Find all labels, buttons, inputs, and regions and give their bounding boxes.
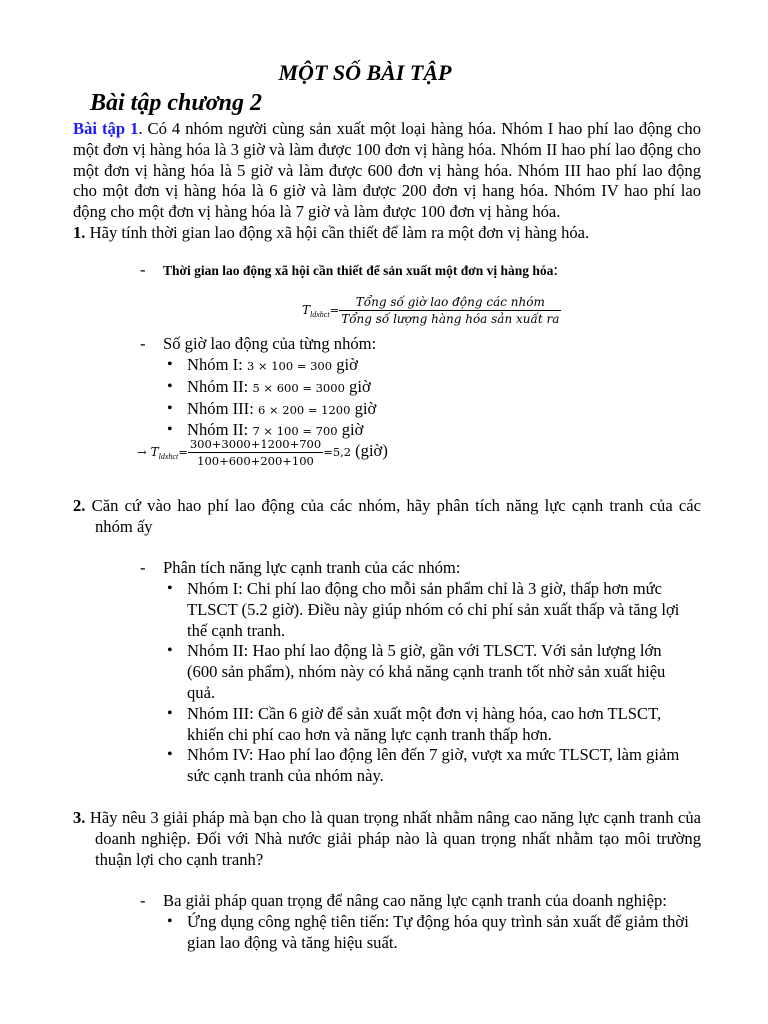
dash-marker: -	[140, 558, 146, 577]
formula-denominator: Tổng số lượng hàng hóa sản xuất ra	[341, 312, 560, 326]
formula-lhs: T	[302, 303, 311, 318]
q2-dash-text: Phân tích năng lực cạnh tranh của các nhóm:	[163, 558, 461, 577]
question-2	[73, 496, 701, 538]
group-unit: giờ	[349, 376, 371, 396]
list-item	[164, 399, 694, 421]
group-calc: 6 × 200 = 1200	[257, 402, 351, 417]
group-label: Nhóm I:	[187, 355, 243, 374]
exercise-1-label: Bài tập 1	[73, 119, 139, 138]
chapter-heading: Bài tập chương 2	[90, 90, 262, 116]
list-item: • Ứng dụng công nghệ tiên tiến: Tự động hóa quy trình sản xuất để giảm thời gian lao động và tăng hiệu suất.	[164, 912, 694, 954]
formula-numerator: Tổng số giờ lao động các nhóm	[339, 295, 561, 311]
group-calc: 3 × 100 = 300	[246, 359, 333, 373]
question-2-number: 2.	[73, 496, 86, 515]
group-calc: 7 × 100 = 700	[252, 424, 338, 439]
arrow-icon: →	[137, 445, 147, 460]
result-lhs-sub: ldxhct	[158, 452, 179, 462]
group-hours-list	[164, 355, 694, 442]
question-1-text: Hãy tính thời gian lao động xã hội cần thiết để làm ra một đơn vị hàng hóa.	[85, 223, 590, 242]
list-item: • Nhóm IV: Hao phí lao động lên đến 7 giờ, vượt xa mức TLSCT, làm giảm sức cạnh tranh của nhóm này.	[164, 745, 694, 787]
question-1-number: 1.	[73, 223, 86, 242]
result-value: =5,2	[323, 445, 352, 460]
result-lhs: T	[150, 445, 159, 460]
question-2-text: Căn cứ vào hao phí lao động của các nhóm, hãy phân tích năng lực cạnh tranh của các nhóm ấy	[85, 496, 701, 536]
ldxhct-formula	[302, 295, 561, 326]
question-3	[73, 808, 701, 870]
result-unit: (giờ)	[355, 441, 388, 461]
result-denominator: 100+600+200+100	[197, 454, 314, 468]
list-item	[164, 355, 694, 377]
q1-dash-bold-text: Thời gian lao động xã hội cần thiết để sản xuất một đơn vị hàng hóa	[163, 263, 554, 278]
document-title: MỘT SỐ BÀI TẬP	[278, 60, 452, 85]
result-numerator: 300+3000+1200+700	[189, 437, 322, 451]
question-1	[73, 223, 701, 244]
formula-fraction	[339, 295, 561, 326]
q1-dash-heading	[140, 260, 558, 282]
list-item: • Nhóm II: Hao phí lao động là 5 giờ, gần với TLSCT. Với sản lượng lớn (600 sản phẩm), nhóm này có khả năng cạnh tranh tốt nhờ sản xuất hiệu quả.	[164, 641, 694, 703]
result-eq: =	[178, 445, 188, 460]
group-unit: giờ	[341, 420, 364, 440]
group-unit: giờ	[336, 355, 358, 374]
q3-dash-heading	[140, 891, 667, 912]
group-label: Nhóm II:	[187, 420, 249, 440]
group-label: Nhóm III:	[187, 398, 254, 418]
result-fraction	[188, 437, 323, 468]
q2-dash-heading	[140, 558, 460, 579]
solutions-list	[164, 912, 694, 954]
dash-marker: -	[140, 260, 146, 279]
q3-dash-text: Ba giải pháp quan trọng để nâng cao năng lực cạnh tranh của doanh nghiệp:	[163, 891, 667, 910]
result-formula	[137, 437, 388, 468]
dash-marker: -	[140, 891, 146, 910]
question-3-text: Hãy nêu 3 giải pháp mà bạn cho là quan trọng nhất nhằm nâng cao năng lực cạnh tranh của doanh nghiệp. Đối với Nhà nước giải pháp nào là quan trọng nhất nhằm tạo môi trường thuận lợi cho cạnh tranh?	[85, 808, 701, 869]
q1-hours-heading	[140, 334, 376, 355]
competition-analysis-list	[164, 579, 694, 787]
exercise-1-text: . Có 4 nhóm người cùng sản xuất một loại hàng hóa. Nhóm I hao phí lao động cho một đơn vị hàng hóa là 3 giờ và làm được 100 đơn vị hàng hóa. Nhóm II hao phí lao động cho một đơn vị hàng hóa là 5 giờ và làm được 600 đơn vị hàng hóa. Nhóm III hao phí lao động cho một đơn vị hàng hóa là 6 giờ và làm được 200 đơn vị hang hóa. Nhóm IV hao phí lao động cho một đơn vị hàng hóa là 7 giờ và làm được 100 đơn vị hàng hóa.	[73, 119, 701, 222]
group-label: Nhóm II:	[187, 376, 249, 396]
dash-marker: -	[140, 334, 146, 353]
q1-hours-label: Số giờ lao động của từng nhóm:	[163, 334, 377, 353]
group-calc: 5 × 600 = 3000	[252, 380, 345, 395]
formula-lhs-sub: ldxhct	[310, 310, 330, 320]
list-item: • Nhóm III: Cần 6 giờ để sản xuất một đơn vị hàng hóa, cao hơn TLSCT, khiến chi phí cao hơn và năng lực cạnh tranh thấp hơn.	[164, 704, 694, 746]
q1-dash-colon: :	[553, 260, 559, 279]
group-unit: giờ	[354, 398, 377, 418]
formula-eq: =	[329, 303, 340, 318]
exercise-1-paragraph	[73, 119, 701, 223]
list-item	[164, 377, 694, 399]
question-3-number: 3.	[73, 808, 86, 827]
list-item: • Nhóm I: Chi phí lao động cho mỗi sản phẩm chỉ là 3 giờ, thấp hơn mức TLSCT (5.2 giờ). Điều này giúp nhóm có chi phí sản xuất thấp và tăng lợi thế cạnh tranh.	[164, 579, 694, 641]
